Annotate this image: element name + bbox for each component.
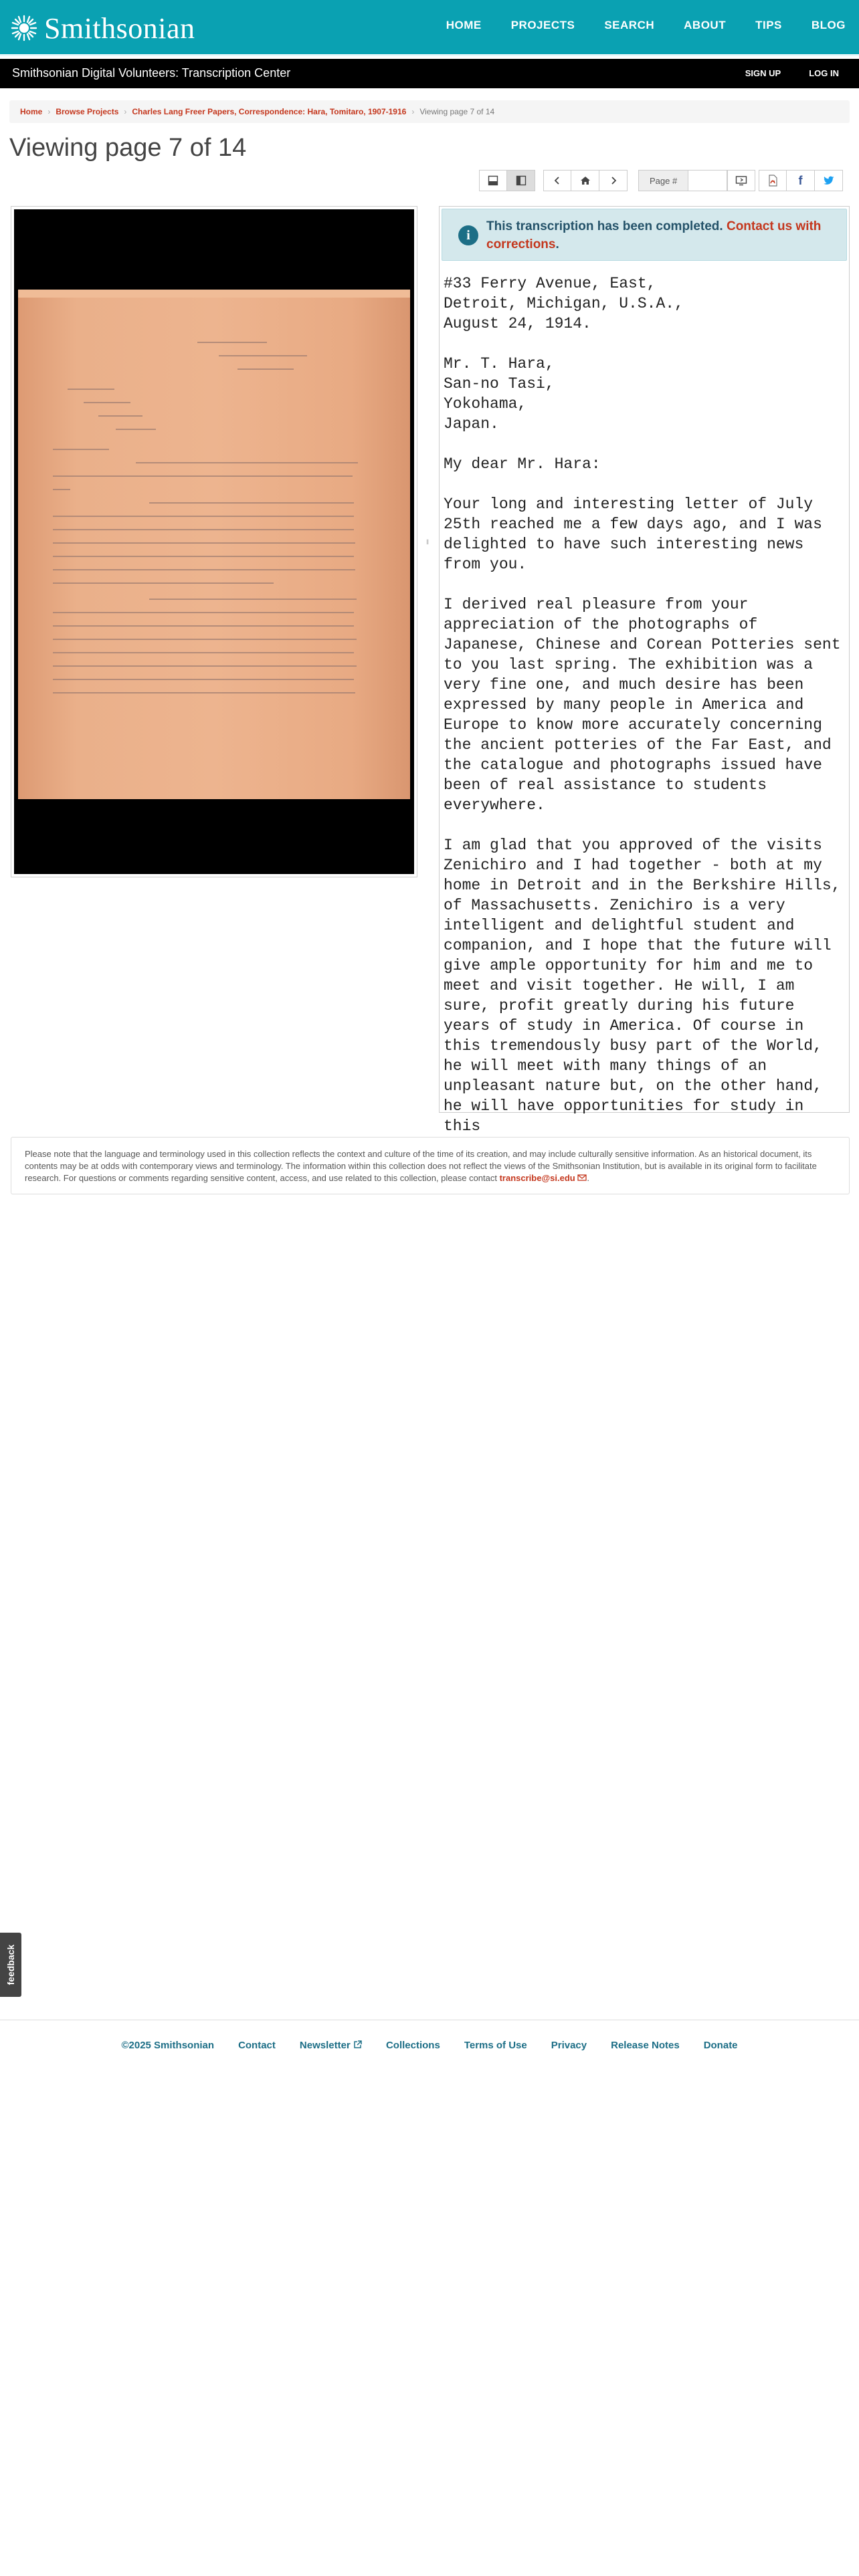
account-links (745, 68, 839, 78)
page-jump-group (638, 170, 755, 191)
image-canvas[interactable] (14, 209, 414, 874)
breadcrumb-separator: › (47, 107, 51, 116)
completed-notice (442, 209, 847, 261)
pdf-icon (767, 175, 778, 187)
scanned-text-line (84, 402, 130, 403)
copyright: ©2025 Smithsonian (121, 2040, 215, 2051)
scanned-text-line (53, 625, 354, 627)
transcription-center-bar (0, 59, 859, 88)
breadcrumb-separator: › (124, 107, 127, 116)
content-disclaimer (11, 1137, 850, 1194)
scanned-text-line (98, 415, 142, 417)
split-horizontal-icon (488, 175, 498, 186)
sunburst-icon (11, 15, 37, 41)
monitor-arrow-icon (735, 175, 747, 186)
external-link-icon (353, 2040, 362, 2049)
footer-privacy-link[interactable]: Privacy (551, 2040, 587, 2051)
document-image-viewer[interactable] (11, 206, 417, 877)
email-icon (577, 1174, 587, 1182)
breadcrumb-home[interactable]: Home (20, 107, 43, 116)
panel-resize-handle[interactable]: ‖ (426, 539, 430, 546)
nav-blog[interactable]: BLOG (811, 19, 846, 31)
scanned-text-line (53, 692, 355, 693)
scanned-text-line (53, 582, 274, 584)
scanned-text-line (53, 449, 109, 450)
project-home-button[interactable] (571, 170, 599, 191)
feedback-tab[interactable] (0, 1933, 21, 1997)
notice-end: . (555, 237, 559, 251)
scanned-text-line (53, 542, 355, 544)
nav-projects[interactable]: PROJECTS (510, 19, 575, 31)
nav-search[interactable]: SEARCH (604, 19, 655, 31)
brand-name: Smithsonian (44, 11, 195, 45)
breadcrumb-separator: › (411, 107, 415, 116)
share-group (759, 170, 843, 191)
disclaimer-end: . (587, 1173, 589, 1183)
twitter-icon (824, 176, 834, 185)
scanned-text-line (53, 529, 354, 530)
chevron-left-icon (553, 176, 562, 185)
signup-link[interactable]: SIGN UP (745, 68, 781, 78)
scanned-text-line (219, 355, 307, 356)
footer-donate-link[interactable]: Donate (703, 2040, 738, 2051)
scanned-text-line (53, 475, 353, 477)
home-icon (580, 175, 591, 186)
paper-edge (18, 290, 410, 298)
info-icon: i (458, 225, 478, 245)
footer-contact-link[interactable]: Contact (238, 2040, 276, 2051)
footer-newsletter-item (300, 2040, 362, 2051)
nav-tips[interactable]: TIPS (755, 19, 782, 31)
download-pdf-button[interactable] (759, 170, 787, 191)
login-link[interactable]: LOG IN (809, 68, 839, 78)
scanned-text-line (136, 462, 358, 463)
footer-newsletter-link[interactable]: Newsletter (299, 2040, 351, 2051)
page-number-input[interactable] (688, 170, 727, 191)
scanned-text-line (116, 429, 156, 430)
scanned-text-line (149, 599, 357, 600)
footer-terms-link[interactable]: Terms of Use (464, 2040, 527, 2051)
scanned-text-line (53, 665, 357, 667)
scanned-text-line (53, 489, 70, 490)
footer-collections-link[interactable]: Collections (385, 2040, 440, 2051)
scanned-text-line (53, 679, 354, 680)
main-nav (446, 19, 846, 32)
split-vertical-icon (516, 175, 527, 186)
scanned-text-line (53, 612, 354, 613)
scanned-text-line (53, 569, 355, 570)
footer-release-notes-link[interactable]: Release Notes (611, 2040, 680, 2051)
scanned-text-line (53, 652, 354, 653)
scanned-text-line (149, 502, 354, 504)
layout-horizontal-button[interactable] (479, 170, 507, 191)
scanned-text-line (197, 342, 267, 343)
layout-toggle-group (479, 170, 535, 191)
page-navigation-group (543, 170, 628, 191)
transcription-panel (439, 206, 850, 1135)
nav-about[interactable]: ABOUT (684, 19, 727, 31)
transcription-center-title[interactable]: Smithsonian Digital Volunteers: Transcription Center (12, 66, 291, 80)
page-number-label: Page # (638, 170, 688, 191)
contact-corrections-link[interactable]: Contact us with corrections (486, 219, 822, 251)
scanned-text-line (68, 389, 114, 390)
contact-email-link[interactable]: transcribe@si.edu (499, 1173, 575, 1183)
share-twitter-button[interactable] (815, 170, 843, 191)
nav-home[interactable]: HOME (446, 19, 482, 31)
breadcrumb-project[interactable]: Charles Lang Freer Papers, Correspondence: Hara, Tomitaro, 1907-1916 (132, 107, 407, 116)
go-to-page-button[interactable] (727, 170, 755, 191)
scanned-text-line (237, 368, 294, 370)
share-facebook-button[interactable] (787, 170, 815, 191)
notice-message (486, 217, 840, 253)
feedback-label: feedback (5, 1944, 16, 1985)
disclaimer-text: Please note that the language and terminology used in this collection reflects the context and culture of the time of its creation, and may include culturally sensitive information. As an historical document, its contents may be at odds with contemporary views and terminology. The information within this collection does not reflect the views of the Smithsonian Institution, but is available in its original form to facilitate research. For questions or comments regarding sensitive content, access, and use related to this collection, please contact (25, 1149, 817, 1183)
breadcrumb (9, 100, 850, 123)
previous-page-button[interactable] (543, 170, 571, 191)
scanned-text-line (53, 516, 354, 517)
breadcrumb-browse-projects[interactable]: Browse Projects (56, 107, 119, 116)
layout-vertical-button[interactable] (507, 170, 535, 191)
notice-text: This transcription has been completed. (486, 219, 727, 233)
smithsonian-logo[interactable] (11, 11, 195, 45)
scanned-text-line (53, 639, 357, 640)
transcription-text: #33 Ferry Avenue, East, Detroit, Michigan, U.S.A., August 24, 1914. Mr. T. Hara, San-no Tasi, Yokohama, Japan. My dear Mr. Hara: Your long and interesting letter of July 25th reached me a few days ago, and I was delighted to have such interesting news from you. I derived real pleasure from your appreciation of the photographs of Japanese, Chinese and Corean Potteries sent to you last spring. The exhibition was a very fine one, and much desire has been expressed by many people in America and Europe to know more accurately concerning the ancient potteries of the Far East, and the catalogue and photographs issued have been of real assistance to students everywhere. I am glad that you approved of the visits Zenichiro and I had together - both at my home in Detroit and in the Berkshire Hills, of Massachusetts. Zenichiro is a very intelligent and delightful student and companion, and I hope that the future will give ample opportunity for him and me to meet and visit together. He will, I am sure, profit greatly during his future years of study in America. Of course in this tremendously busy part of the World, he will meet with many things of an unpleasant nature but, on the other hand, he will have opportunities for study in this (444, 275, 841, 1135)
scanned-text-line (53, 556, 354, 557)
letter-page-image (18, 290, 410, 799)
site-footer (0, 2040, 859, 2051)
page-title: Viewing page 7 of 14 (9, 134, 247, 162)
breadcrumb-current: Viewing page 7 of 14 (419, 107, 495, 116)
site-header (0, 0, 859, 56)
next-page-button[interactable] (599, 170, 628, 191)
facebook-icon: f (798, 173, 803, 187)
chevron-right-icon (609, 176, 618, 185)
